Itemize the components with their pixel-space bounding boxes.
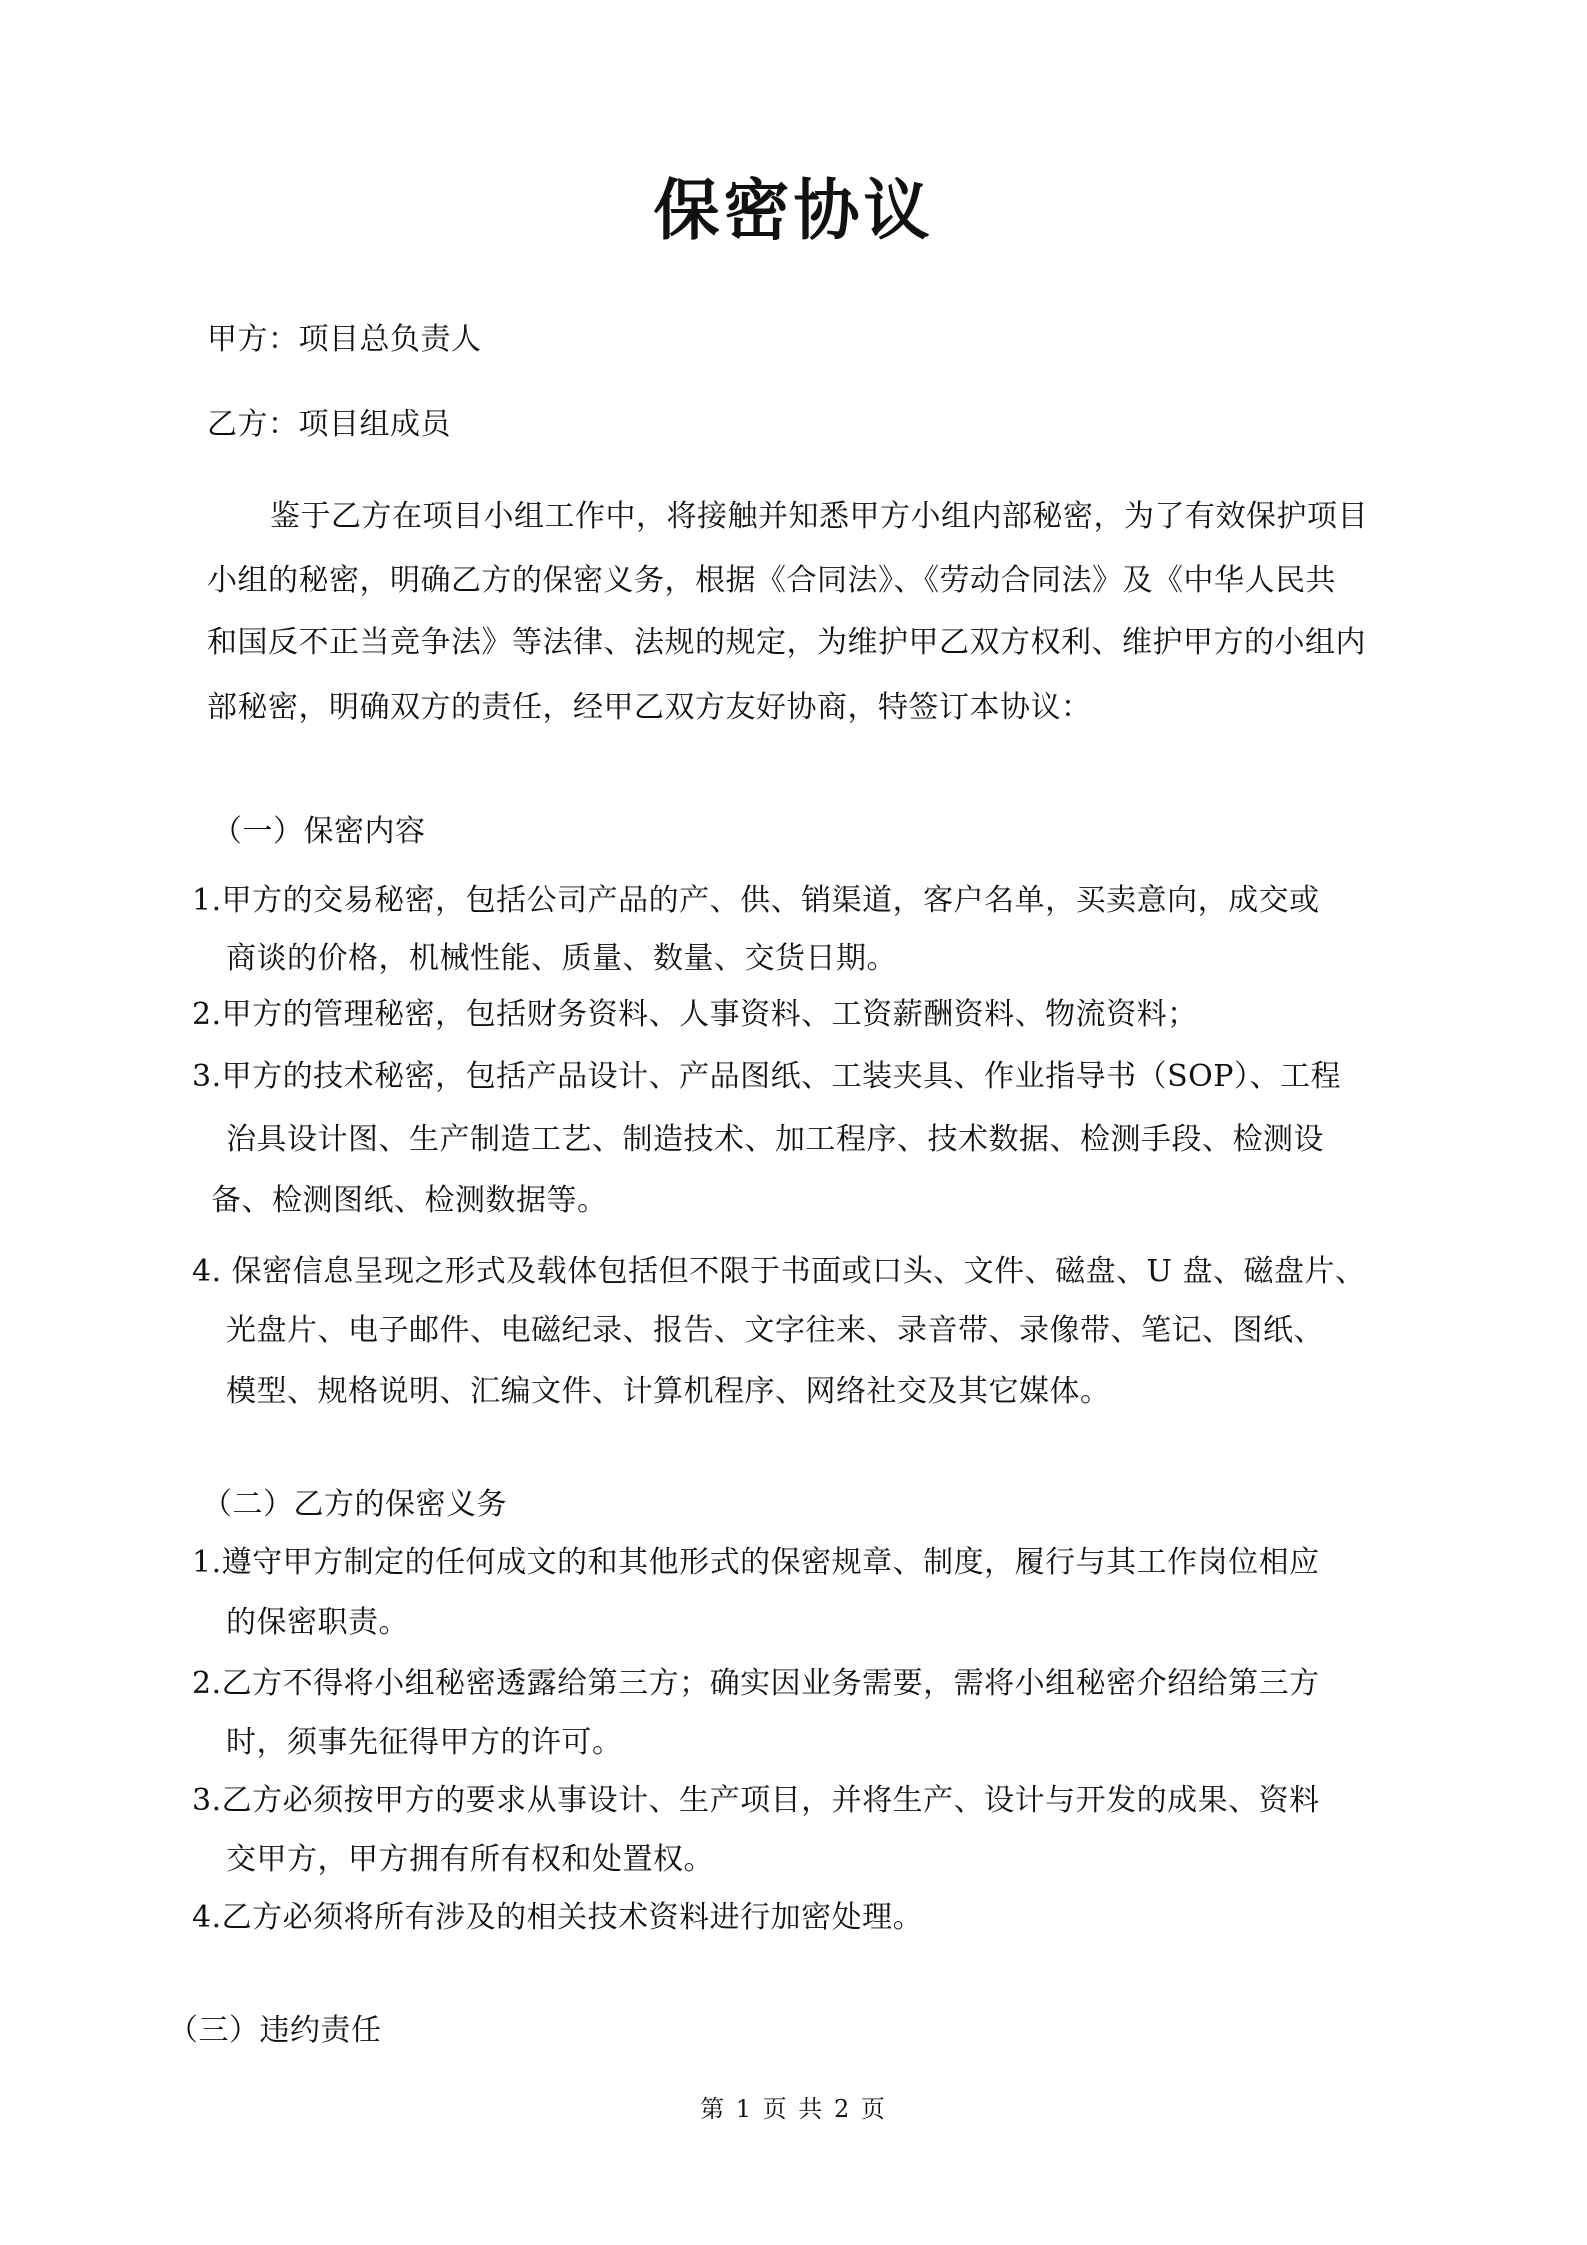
clause-line: 4. 保密信息呈现之形式及载体包括但不限于书面或口头、文件、磁盘、U 盘、磁盘片、 [192, 1254, 1366, 1289]
clause-line: 治具设计图、生产制造工艺、制造技术、加工程序、技术数据、检测手段、检测设 [226, 1122, 1324, 1157]
section-heading: （二）乙方的保密义务 [202, 1487, 507, 1522]
preamble-line: 和国反不正当竞争法》等法律、法规的规定，为维护甲乙双方权利、维护甲方的小组内 [207, 625, 1366, 660]
clause-line: 交甲方，甲方拥有所有权和处置权。 [226, 1842, 714, 1877]
clause-line: 模型、规格说明、汇编文件、计算机程序、网络社交及其它媒体。 [226, 1374, 1111, 1409]
section-heading: （一）保密内容 [212, 814, 426, 849]
party-b: 乙方：项目组成员 [207, 407, 451, 442]
clause-line: 2.乙方不得将小组秘密透露给第三方；确实因业务需要，需将小组秘密介绍给第三方 [192, 1666, 1320, 1701]
preamble-line: 部秘密，明确双方的责任，经甲乙双方友好协商，特签订本协议： [207, 690, 1092, 725]
clause-line: 1.遵守甲方制定的任何成文的和其他形式的保密规章、制度，履行与其工作岗位相应 [192, 1545, 1320, 1580]
preamble-line: 小组的秘密，明确乙方的保密义务，根据《合同法》、《劳动合同法》及《中华人民共 [207, 563, 1336, 598]
clause-line: 2.甲方的管理秘密，包括财务资料、人事资料、工资薪酬资料、物流资料； [192, 997, 1198, 1032]
clause-line: 时，须事先征得甲方的许可。 [226, 1725, 623, 1760]
preamble-line: 鉴于乙方在项目小组工作中，将接触并知悉甲方小组内部秘密，为了有效保护项目 [270, 499, 1368, 534]
clause-line: 3.乙方必须按甲方的要求从事设计、生产项目，并将生产、设计与开发的成果、资料 [192, 1783, 1320, 1818]
clause-line: 光盘片、电子邮件、电磁纪录、报告、文字往来、录音带、录像带、笔记、图纸、 [226, 1313, 1324, 1348]
clause-line: 备、检测图纸、检测数据等。 [211, 1183, 608, 1218]
party-a: 甲方：项目总负责人 [207, 322, 482, 357]
clause-line: 3.甲方的技术秘密，包括产品设计、产品图纸、工装夹具、作业指导书（SOP）、工程 [192, 1059, 1341, 1094]
section-heading: （三）违约责任 [168, 2013, 382, 2048]
page-footer: 第 1 页 共 2 页 [700, 2095, 887, 2123]
clause-line: 商谈的价格，机械性能、质量、数量、交货日期。 [226, 941, 897, 976]
document-title: 保密协议 [653, 171, 934, 249]
clause-line: 4.乙方必须将所有涉及的相关技术资料进行加密处理。 [192, 1900, 924, 1935]
clause-line: 的保密职责。 [226, 1605, 409, 1640]
clause-line: 1.甲方的交易秘密，包括公司产品的产、供、销渠道，客户名单，买卖意向，成交或 [192, 883, 1320, 918]
